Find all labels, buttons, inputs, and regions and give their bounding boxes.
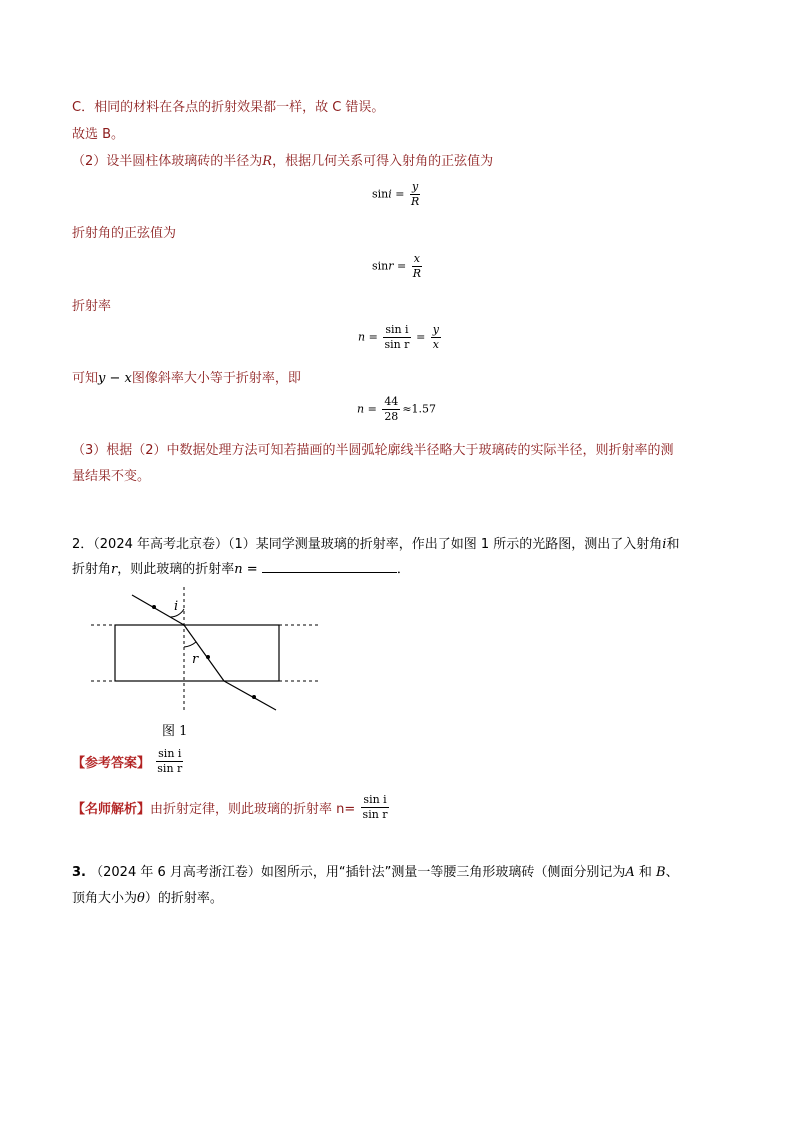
- refraction-sine-label: 折射角的正弦值为: [72, 226, 177, 241]
- answer-blank[interactable]: [262, 560, 397, 573]
- refraction-angle-arc: [184, 642, 196, 647]
- option-c-line: C．相同的材料在各点的折射效果都一样，故 C 错误。: [72, 100, 385, 115]
- equation-n-ratio: n = $\frac{\text{sin i}}{\text{sin r}}$ = $\frac{y}{x}$: [358, 323, 440, 351]
- pin-dot-1: [152, 605, 156, 609]
- part2-intro: （2）设半圆柱体玻璃砖的半径为R，根据几何关系可得入射角的正弦值为: [72, 154, 494, 169]
- figure-1-light-path: [88, 585, 328, 715]
- teacher-analysis: 【名师解析】由折射定律，则此玻璃的折射率 n= $\frac{\text{sin i}}{\text{sin r}}$: [72, 793, 388, 821]
- q2-line1: 2．（2024 年高考北京卷）（1）某同学测量玻璃的折射率，作出了如图 1 所示的光路图，测出了入射角i和: [72, 537, 680, 552]
- refractive-index-label: 折射率: [72, 299, 112, 314]
- pin-dot-3: [252, 695, 256, 699]
- equation-sin-r: sinr = $\frac{x}{R}$: [372, 252, 421, 280]
- figure-1-caption: 图 1: [162, 724, 188, 739]
- slope-statement: 可知y − x图像斜率大小等于折射率，即: [72, 371, 301, 386]
- answer-choice-line: 故选 B。: [72, 127, 125, 142]
- q2-line2: 折射角r，则此玻璃的折射率n = ．: [72, 562, 410, 577]
- part3-line2: 量结果不变。: [72, 469, 151, 484]
- q3-line2: 顶角大小为θ）的折射率。: [72, 891, 223, 906]
- emergent-ray: [224, 681, 276, 710]
- equation-n-value: n = $\frac{44}{28}$ ≈1.57: [357, 395, 437, 423]
- q3-line1: 3. （2024 年 6 月高考浙江卷）如图所示，用“插针法”测量一等腰三角形玻璃砖（侧面分别记为A 和 B、: [72, 865, 679, 880]
- label-r: r: [192, 652, 199, 667]
- reference-answer: 【参考答案】 $\frac{\text{sin i}}{\text{sin r}}$: [72, 747, 183, 775]
- equation-sin-i: sini = $\frac{y}{R}$: [372, 180, 420, 208]
- pin-dot-2: [206, 655, 210, 659]
- label-i: i: [174, 599, 179, 614]
- part3-line1: （3）根据（2）中数据处理方法可知若描画的半圆弧轮廓线半径略大于玻璃砖的实际半径，则折射率的测: [72, 443, 674, 458]
- refracted-ray: [184, 625, 224, 681]
